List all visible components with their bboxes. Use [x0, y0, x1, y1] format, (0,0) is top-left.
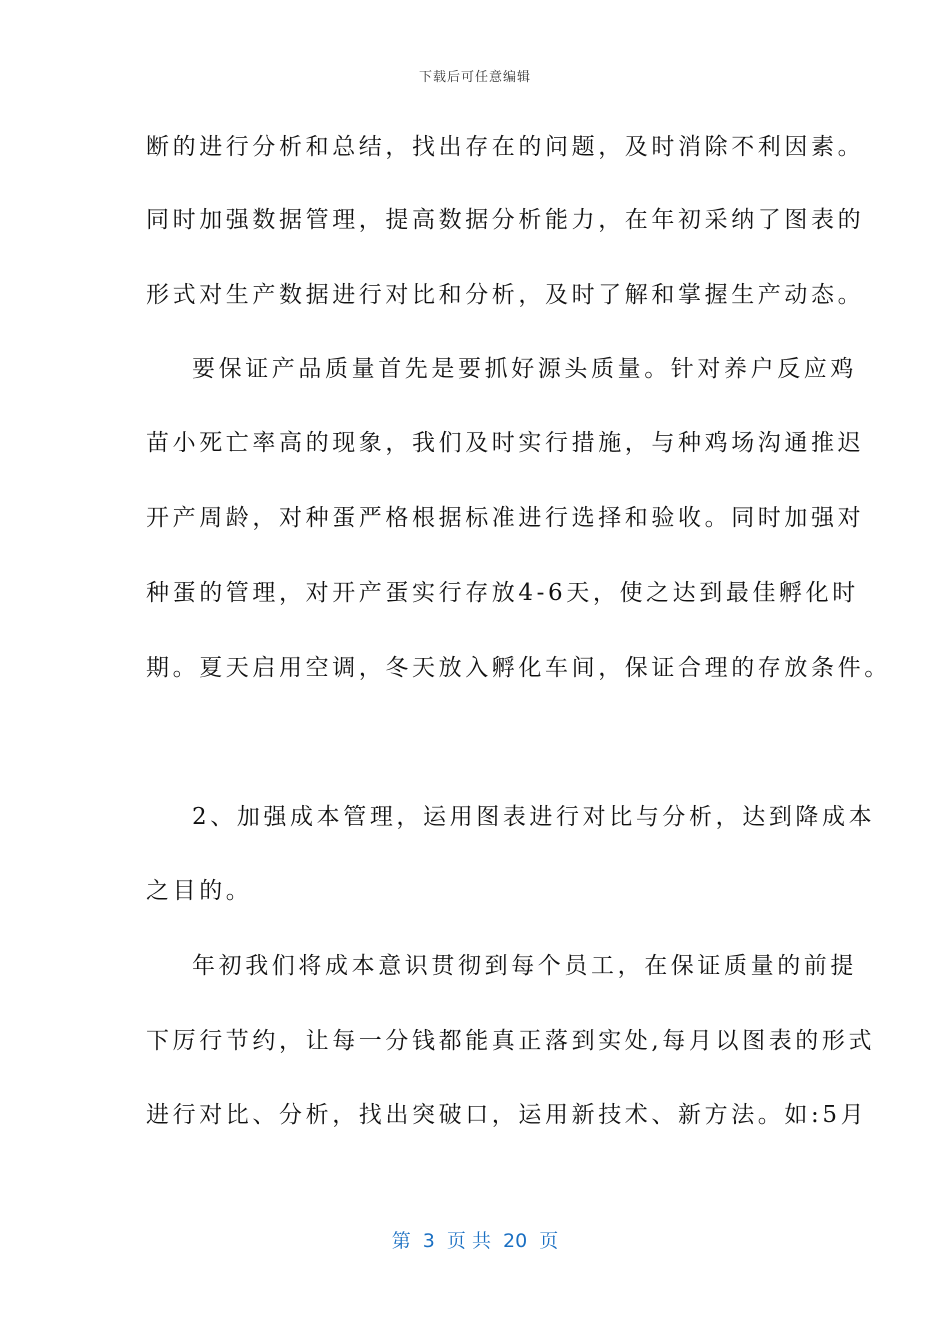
page-number-footer: 第 3 页 共 20 页 [391, 1230, 559, 1252]
text-line: 开产周龄，对种蛋严格根据标准进行选择和验收。同时加强对 [146, 505, 865, 531]
text-line: 断的进行分析和总结，找出存在的问题，及时消除不利因素。 [146, 134, 865, 160]
text-line: 同时加强数据管理，提高数据分析能力，在年初采纳了图表的 [146, 207, 865, 233]
text-line: 苗小死亡率高的现象，我们及时实行措施，与种鸡场沟通推迟 [146, 430, 865, 456]
text-line: 种蛋的管理，对开产蛋实行存放4-6天，使之达到最佳孵化时 [146, 580, 859, 606]
paragraph-start-line: 年初我们将成本意识贯彻到每个员工，在保证质量的前提 [192, 953, 857, 979]
section-heading-line: 2、加强成本管理，运用图表进行对比与分析，达到降成本 [192, 804, 876, 830]
section-heading-line: 之目的。 [146, 878, 253, 904]
page-header: 下载后可任意编辑 [418, 70, 531, 85]
text-line: 进行对比、分析，找出突破口，运用新技术、新方法。如:5月 [146, 1102, 868, 1128]
text-line: 期。夏天启用空调，冬天放入孵化车间，保证合理的存放条件。 [146, 655, 891, 681]
text-line: 下厉行节约，让每一分钱都能真正落到实处,每月以图表的形式 [146, 1028, 876, 1054]
text-line: 形式对生产数据进行对比和分析，及时了解和掌握生产动态。 [146, 282, 865, 308]
paragraph-start-line: 要保证产品质量首先是要抓好源头质量。针对养户反应鸡 [192, 356, 857, 382]
